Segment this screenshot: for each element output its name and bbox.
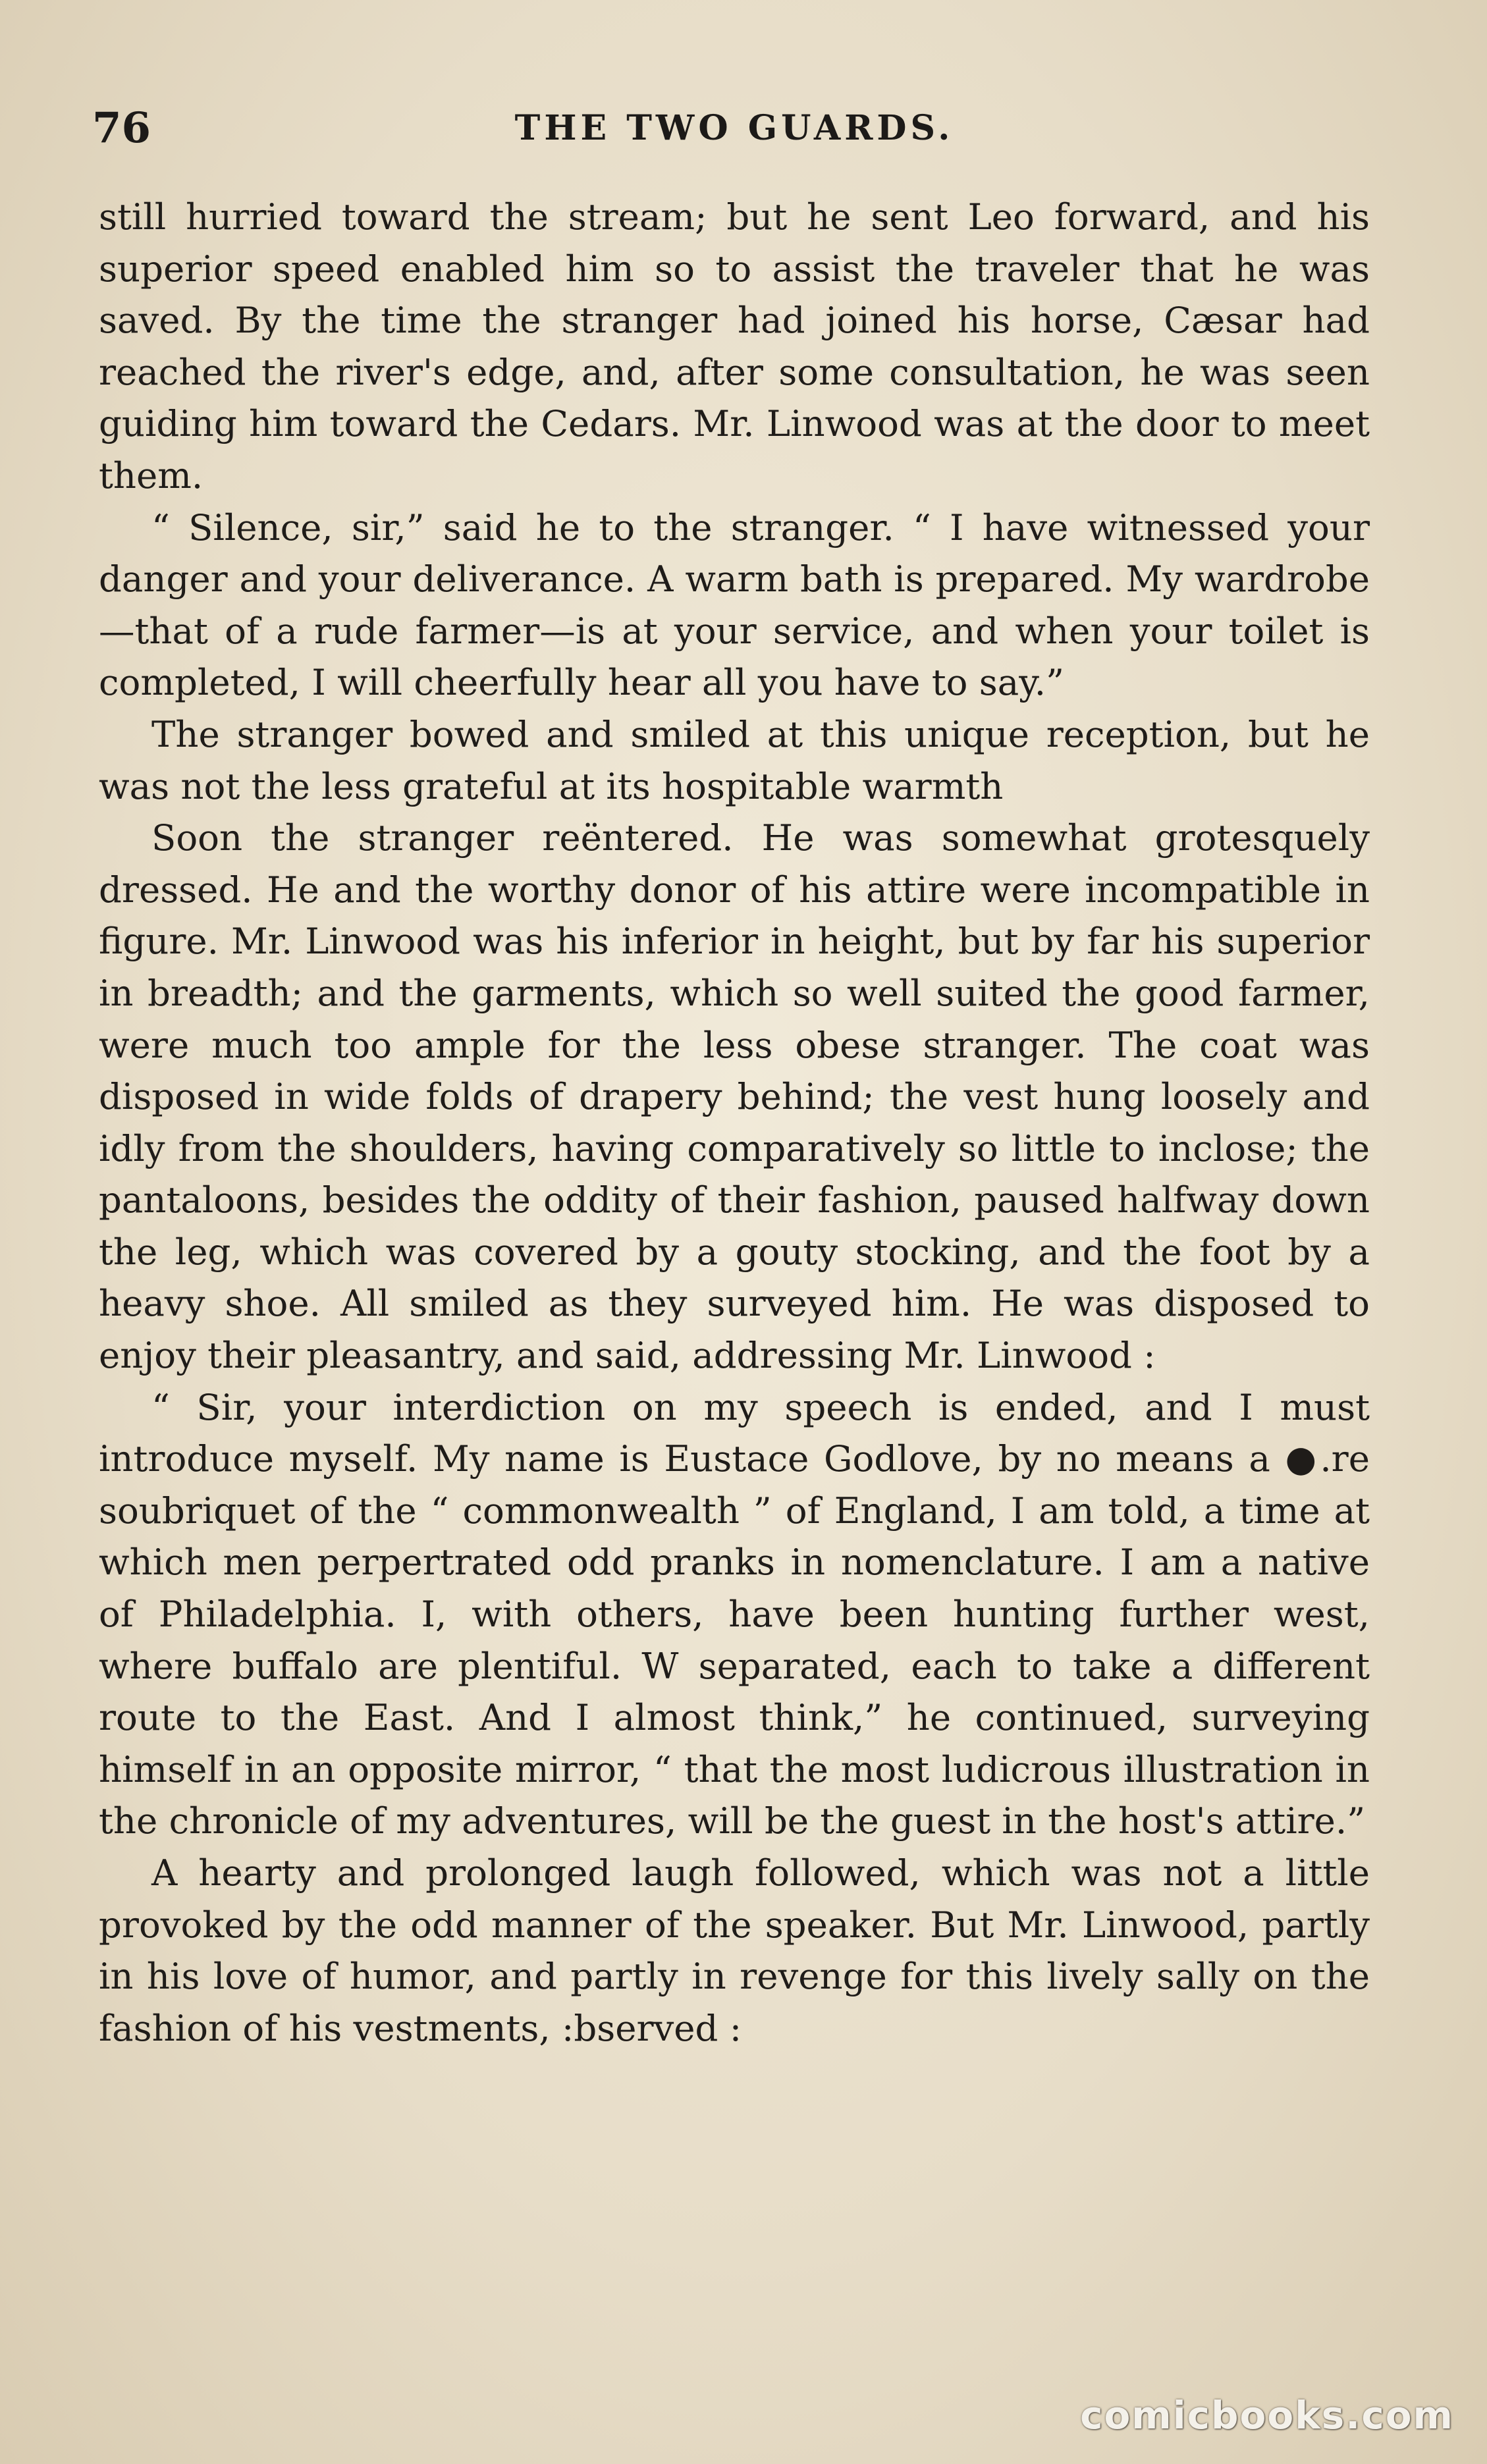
body-text (99, 191, 1370, 2054)
paragraph: “ Sir, your interdiction on my speech is ended, and I must introduce myself. My name is Eustace Godlove, by no means a ●.re soubriquet of the “ commonwealth ” of England, I am told, a time at which men perpertrated odd pranks in nomenclature. I am a native of Philadelphia. I, with others, have been hunting further west, where buffalo are plentiful. W separated, each to take a different route to the East. And I almost think,” he continued, surveying himself in an opposite mirror, “ that the most ludicrous illustration in the chronicle of my adventures, will be the guest in the host's attire.” (99, 1385, 1370, 1842)
paragraph: Soon the stranger reëntered. He was somewhat grotesquely dressed. He and the worthy donor of his attire were incompatible in figure. Mr. Linwood was his inferior in height, but by far his superior in breadth; and the garments, which so well suited the good farmer, were much too ample for the less obese stranger. The coat was disposed in wide folds of drapery behind; the vest hung loosely and idly from the shoulders, having comparatively so little to inclose; the pantaloons, besides the oddity of their fashion, paused halfway down the leg, which was covered by a gouty stocking, and the foot by a heavy shoe. All smiled as they surveyed him. He was disposed to enjoy their pleasantry, and said, addressing Mr. Linwood : (99, 817, 1370, 1377)
running-head: THE TWO GUARDS. (514, 108, 954, 148)
paragraph: The stranger bowed and smiled at this unique reception, but he was not the less grateful at its hospitable warmth (99, 712, 1370, 807)
paragraph: still hurried toward the stream; but he sent Leo forward, and his superior speed enabled him so to assist the traveler that he was saved. By the time the stranger had joined his horse, Cæsar had reached the river's edge, and, after some consultation, he was seen guiding him toward the Cedars. Mr. Linwood was at the door to meet them. (99, 196, 1370, 496)
watermark: comicbooks.com (1080, 2393, 1454, 2438)
page-header (92, 99, 1376, 158)
paragraph: “ Silence, sir,” said he to the stranger. “ I have witnessed your danger and your deliverance. A warm bath is prepared. My wardrobe—that of a rude farmer—is at your service, and when your toilet is completed, I will cheerfully hear all you have to say.” (99, 506, 1370, 704)
paragraph: A hearty and prolonged laugh followed, which was not a little provoked by the odd manner of the speaker. But Mr. Linwood, partly in his love of humor, and partly in revenge for this lively sally on the fashion of his vestments, :bserved : (99, 1852, 1370, 2049)
page-number: 76 (92, 103, 151, 153)
